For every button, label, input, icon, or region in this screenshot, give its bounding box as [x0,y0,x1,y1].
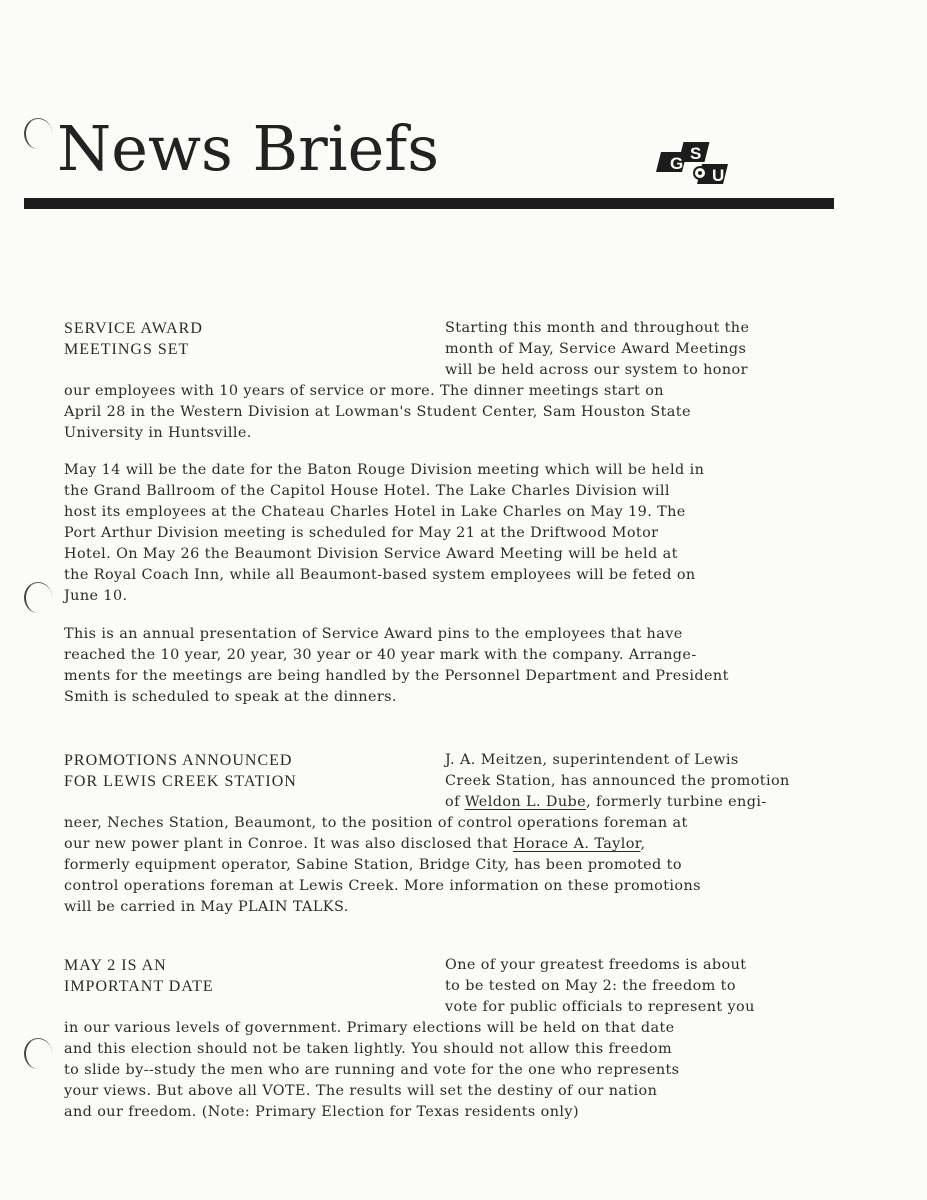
promoted-name-dube: Weldon L. Dube [464,794,587,810]
article-intro: One of your greatest freedoms is about to be tested on May 2: the freedom to vote for public officials to represent you [445,957,755,1015]
masthead-rule [24,198,834,209]
article-body: our employees with 10 years of service or more. The dinner meetings start on April 28 in the Western Division at Lowman's Student Center, Sam Houston State University in Huntsville. [64,383,691,441]
article-body: in our various levels of government. Primary elections will be held on that date and this election should not be taken lightly. You should not allow this freedom to slide by--study the men who are running and vote for the one who represents your views. But above all VOTE. The results will set the destiny of our nation and our freedom. (Note: Primary Election for Texas residents only) [64,1020,680,1120]
article-service-award [64,318,854,718]
article-heading: MAY 2 IS AN IMPORTANT DATE [64,957,214,995]
article-paragraph: May 14 will be the date for the Baton Rouge Division meeting which will be held in the Grand Ballroom of the Capitol House Hotel. The Lake Charles Division will host its employees at the Chateau Charles Hotel in Lake Charles on May 19. The Port Arthur Division meeting is scheduled for May 21 at the Driftwood Motor Hotel. On May 26 the Beaumont Division Service Award Meeting will be held at the Royal Coach Inn, while all Beaumont-based system employees will be feted on June 10. [64,462,705,604]
hole-punch-top [24,118,52,149]
article-heading: PROMOTIONS ANNOUNCED FOR LEWIS CREEK STATION [64,752,297,790]
promoted-name-taylor: Horace A. Taylor [512,836,641,852]
logo-letter-u: U [712,166,725,185]
article-promotions [64,750,854,920]
article-may-2 [64,955,854,1125]
article-heading: SERVICE AWARD MEETINGS SET [64,320,203,358]
logo-letter-g: G [670,154,684,173]
article-intro: J. A. Meitzen, superintendent of Lewis Creek Station, has announced the promotion of Weldon L. Dube, formerly turbine engi- [445,752,790,810]
article-intro: Starting this month and throughout the month of May, Service Award Meetings will be held across our system to honor [445,320,750,378]
logo-letter-s: S [690,144,702,163]
hole-punch-bottom [24,1038,52,1069]
gsu-logo [650,140,740,192]
masthead-title: News Briefs [57,112,440,185]
article-paragraph: This is an annual presentation of Service Award pins to the employees that have reached the 10 year, 20 year, 30 year or 40 year mark with the company. Arrange- ments for the meetings are being handled by the Personnel Department and President Smith is scheduled to speak at the dinners. [64,626,729,705]
article-body: neer, Neches Station, Beaumont, to the position of control operations foreman at our new power plant in Conroe. It was also disclosed that Horace A. Taylor, formerly equipment operator, Sabine Station, Bridge City, has been promoted to control operations foreman at Lewis Creek. More information on these promotions will be carried in May PLAIN TALKS. [64,815,701,915]
hole-punch-middle [24,582,52,613]
